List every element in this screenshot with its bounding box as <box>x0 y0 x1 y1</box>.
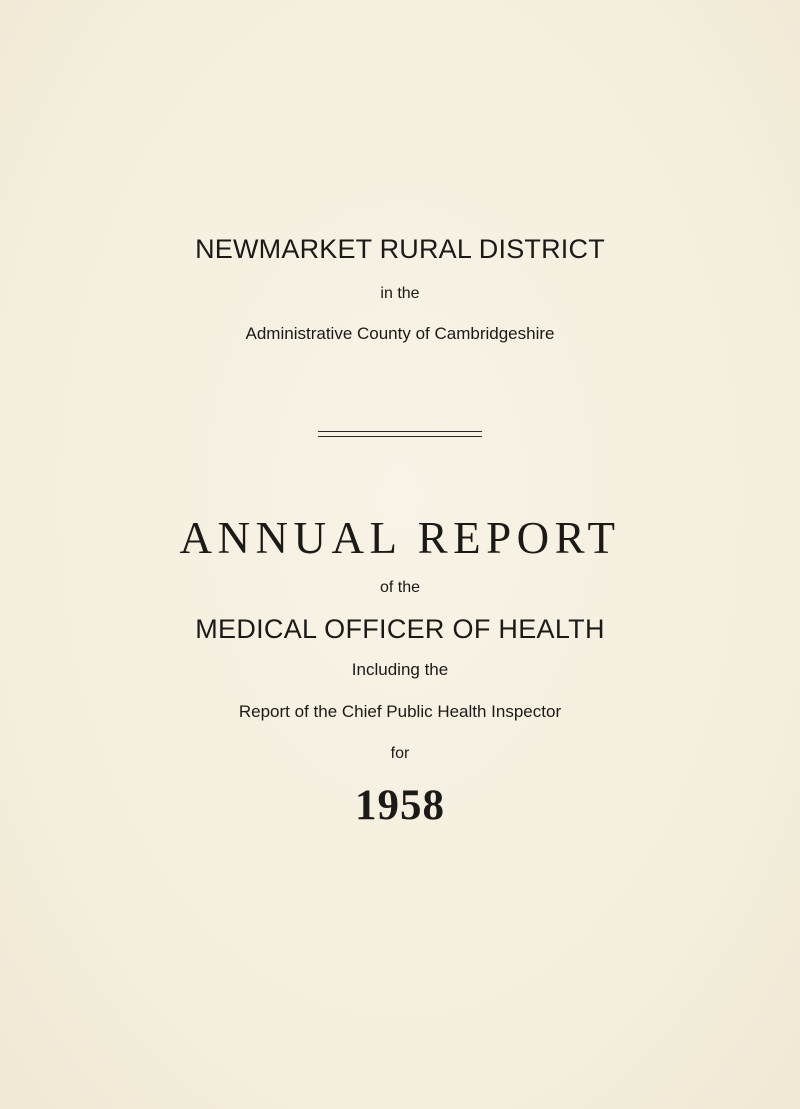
double-rule-top <box>318 431 482 432</box>
officer-heading: MEDICAL OFFICER OF HEALTH <box>195 614 605 644</box>
county-name: Administrative County of Cambridgeshire <box>245 324 555 343</box>
inspector-report-line: Report of the Chief Public Health Inspector <box>238 702 562 721</box>
of-the-text: of the <box>379 579 421 596</box>
report-title: ANNUAL REPORT <box>179 513 621 563</box>
double-rule-bottom <box>318 436 482 437</box>
in-the-text: in the <box>380 285 420 302</box>
for-text: for <box>390 745 410 762</box>
report-year: 1958 <box>355 782 445 829</box>
district-heading: NEWMARKET RURAL DISTRICT <box>195 234 605 264</box>
including-text: Including the <box>351 660 449 679</box>
